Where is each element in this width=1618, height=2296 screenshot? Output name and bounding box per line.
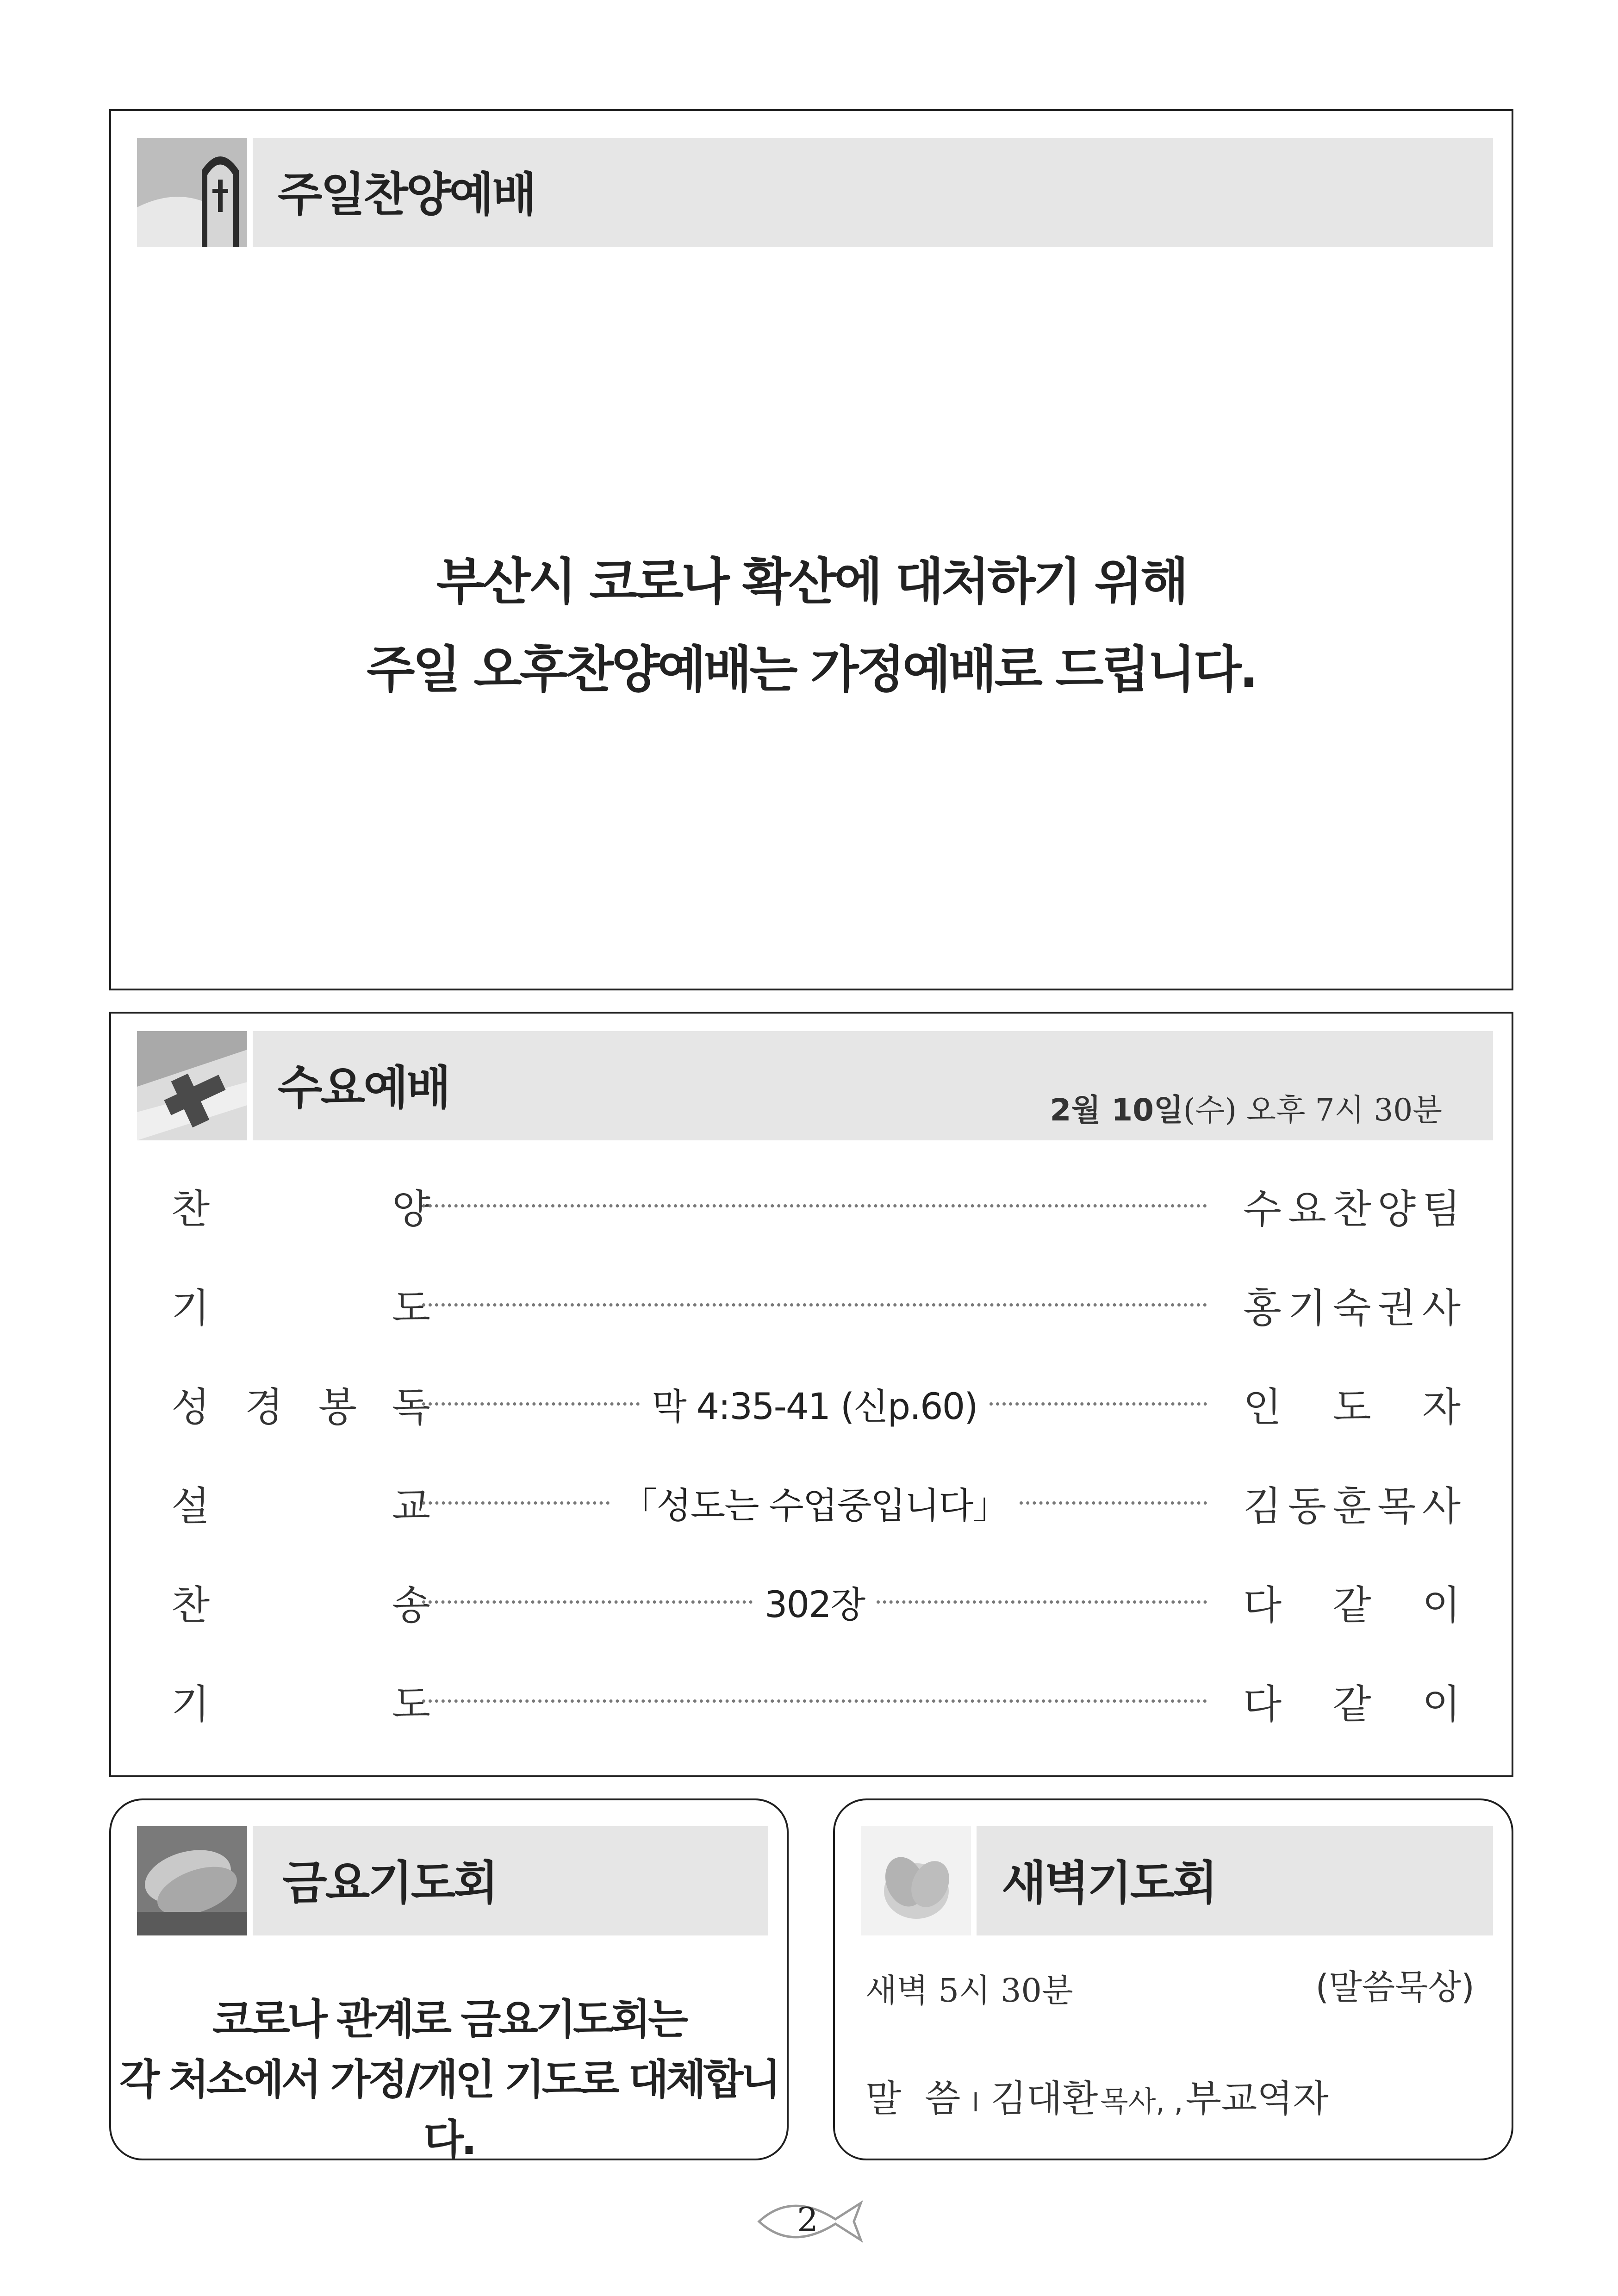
order-item-label bbox=[171, 1468, 430, 1537]
order-item-person bbox=[1243, 1171, 1461, 1240]
order-item-label bbox=[171, 1270, 430, 1339]
praying-hands-icon bbox=[137, 1826, 247, 1935]
label-char: 찬 bbox=[171, 1582, 210, 1629]
leader-dots bbox=[422, 1204, 1207, 1207]
person-char: 다 bbox=[1243, 1681, 1282, 1728]
label-char: 도 bbox=[392, 1285, 430, 1332]
section-title: 새벽기도회 bbox=[1002, 1856, 1216, 1910]
dotted-leader bbox=[417, 1567, 1213, 1636]
person-char: 사 bbox=[1422, 1483, 1461, 1530]
clasped-hands-icon bbox=[861, 1826, 971, 1935]
order-item-detail: 「성도는 수업중입니다」 bbox=[621, 1485, 1008, 1527]
person-char: 동 bbox=[1288, 1483, 1326, 1530]
worship-order-list bbox=[111, 1171, 1512, 1754]
schedule-text bbox=[1050, 1085, 1442, 1129]
speech-separator: l bbox=[972, 2088, 979, 2117]
leader-dots bbox=[422, 1501, 610, 1505]
dawn-note: (말씀묵상) bbox=[1315, 1967, 1475, 2007]
person-char: 인 bbox=[1243, 1384, 1282, 1431]
worship-order-row bbox=[111, 1270, 1512, 1339]
order-item-label bbox=[171, 1567, 430, 1636]
leader-dots bbox=[877, 1600, 1207, 1604]
leader-dots bbox=[1020, 1501, 1207, 1505]
label-char: 기 bbox=[171, 1285, 210, 1332]
notice-line-2: 주일 오후찬양예배는 가정예배로 드립니다. bbox=[367, 641, 1256, 699]
label-char: 경 bbox=[244, 1384, 284, 1431]
person-char: 요 bbox=[1288, 1186, 1326, 1232]
order-item-detail: 막 4:35-41 (신p.60) bbox=[652, 1386, 977, 1428]
praying-hands-thumbnail bbox=[137, 1826, 247, 1935]
speech-label: 말 씀 bbox=[865, 2077, 961, 2120]
wednesday-worship-section bbox=[109, 1012, 1513, 1777]
person-char: 양 bbox=[1377, 1186, 1416, 1232]
person-char: 도 bbox=[1332, 1384, 1371, 1431]
person-char: 찬 bbox=[1332, 1186, 1371, 1232]
leader-dots bbox=[422, 1303, 1207, 1307]
person-char: 사 bbox=[1422, 1285, 1461, 1332]
page-number: 2 bbox=[797, 2200, 818, 2239]
person-char: 목 bbox=[1377, 1483, 1416, 1530]
person-char: 홍 bbox=[1243, 1285, 1282, 1332]
person-char: 다 bbox=[1243, 1582, 1282, 1629]
church-window-thumbnail bbox=[137, 138, 247, 247]
notice-line-1: 코로나 관계로 금요기도회는 bbox=[212, 1995, 685, 2044]
person-char: 훈 bbox=[1332, 1483, 1371, 1530]
person-char: 숙 bbox=[1332, 1285, 1371, 1332]
dotted-leader bbox=[417, 1171, 1213, 1240]
dotted-leader bbox=[417, 1270, 1213, 1339]
dawn-prayer-section bbox=[833, 1798, 1513, 2160]
label-char: 양 bbox=[392, 1186, 430, 1232]
leader-dots bbox=[422, 1402, 640, 1406]
order-item-person bbox=[1243, 1369, 1461, 1438]
label-char: 찬 bbox=[171, 1186, 210, 1232]
label-char: 봉 bbox=[318, 1384, 357, 1431]
label-char: 성 bbox=[171, 1384, 210, 1431]
worship-order-row bbox=[111, 1171, 1512, 1240]
schedule-date: 2월 10일 bbox=[1050, 1092, 1183, 1128]
person-char: 같 bbox=[1332, 1681, 1371, 1728]
order-item-label bbox=[171, 1171, 430, 1240]
dotted-leader bbox=[417, 1666, 1213, 1736]
dawn-speech-line bbox=[865, 2069, 1329, 2122]
person-char: 기 bbox=[1288, 1285, 1326, 1332]
schedule-time: (수) 오후 7시 30분 bbox=[1183, 1092, 1442, 1128]
person-char: 팀 bbox=[1422, 1186, 1461, 1232]
bible-cross-icon bbox=[137, 1031, 247, 1140]
section-title: 주일찬양예배 bbox=[278, 168, 535, 222]
speaker-name: 김대환 bbox=[990, 2077, 1098, 2120]
sunday-worship-section bbox=[109, 109, 1513, 990]
person-char: 이 bbox=[1422, 1582, 1461, 1629]
worship-order-row bbox=[111, 1468, 1512, 1537]
friday-prayer-section bbox=[109, 1798, 789, 2164]
worship-order-row bbox=[111, 1666, 1512, 1736]
notice-line-1: 부산시 코로나 확산에 대처하기 위해 bbox=[436, 553, 1187, 611]
leader-dots bbox=[422, 1600, 753, 1604]
label-char: 기 bbox=[171, 1681, 210, 1728]
hands-thumbnail bbox=[861, 1826, 971, 1935]
person-char: 자 bbox=[1422, 1384, 1461, 1431]
order-item-label bbox=[171, 1369, 430, 1438]
label-char: 교 bbox=[392, 1483, 430, 1530]
order-item-person bbox=[1243, 1567, 1461, 1636]
dotted-leader bbox=[417, 1468, 1213, 1537]
dawn-time: 새벽 5시 30분 bbox=[865, 1972, 1073, 2010]
person-char: 김 bbox=[1243, 1483, 1282, 1530]
person-char: 권 bbox=[1377, 1285, 1416, 1332]
section-title: 수요예배 bbox=[278, 1061, 449, 1115]
person-char: 수 bbox=[1243, 1186, 1282, 1232]
order-item-person bbox=[1243, 1468, 1461, 1537]
label-char: 송 bbox=[392, 1582, 430, 1629]
bible-cross-thumbnail bbox=[137, 1031, 247, 1140]
leader-dots bbox=[422, 1699, 1207, 1703]
worship-order-row bbox=[111, 1567, 1512, 1636]
label-char: 설 bbox=[171, 1483, 210, 1530]
leader-dots bbox=[989, 1402, 1207, 1406]
section-title: 금요기도회 bbox=[282, 1856, 497, 1910]
dotted-leader bbox=[417, 1369, 1213, 1438]
church-window-icon bbox=[137, 138, 247, 247]
order-item-person bbox=[1243, 1666, 1461, 1736]
order-item-detail: 302장 bbox=[764, 1584, 865, 1626]
person-char: 이 bbox=[1422, 1681, 1461, 1728]
page-number-badge bbox=[754, 2194, 865, 2249]
label-char: 독 bbox=[392, 1384, 430, 1431]
worship-order-row bbox=[111, 1369, 1512, 1438]
speaker-role: 목사, , bbox=[1100, 2084, 1183, 2118]
speaker-extra: 부교역자 bbox=[1185, 2077, 1329, 2120]
label-char: 도 bbox=[392, 1681, 430, 1728]
order-item-label bbox=[171, 1666, 430, 1736]
order-item-person bbox=[1243, 1270, 1461, 1339]
person-char: 같 bbox=[1332, 1582, 1371, 1629]
notice-line-2: 각 처소에서 가정/개인 기도로 대체합니다. bbox=[119, 2055, 778, 2164]
